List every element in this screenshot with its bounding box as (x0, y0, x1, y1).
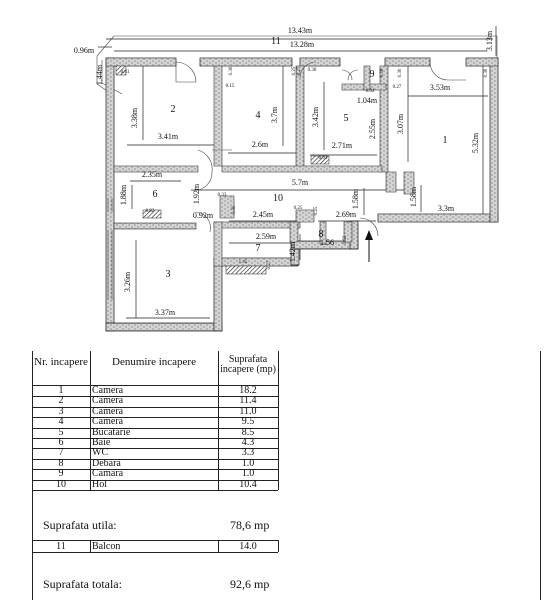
small-dimension-label: 0.63 (343, 235, 348, 245)
room-legend-table (32, 351, 541, 600)
table-cell-room-area: 11.0 (239, 405, 257, 417)
table-cell-room-no: 9 (58, 468, 64, 480)
room-number-label: 10 (273, 193, 283, 204)
small-dimension-label: 0.27 (297, 66, 302, 76)
dimension-label: 2.45m (252, 210, 274, 219)
small-dimension-label: 0.15 (225, 84, 235, 89)
small-dimension-label: 0.30 (232, 205, 237, 215)
dimension-label: 3.37m (154, 308, 176, 317)
dimension-label: 13.43m (287, 26, 313, 35)
dimension-label: 3.26m (123, 271, 132, 293)
header-nr: Nr. incapere (34, 356, 88, 368)
table-cell-room-no: 1 (58, 385, 64, 396)
table-cell-room-name: Bucatarie (92, 426, 131, 438)
dimension-label: 3.53m (429, 83, 451, 92)
entrance-arrow-icon (365, 230, 373, 262)
table-cell-room-area: 8.5 (241, 426, 255, 438)
balcony-area: 14.0 (239, 541, 257, 552)
table-cell-room-name: Camera (92, 395, 124, 407)
table-cell-room-no: 10 (56, 478, 66, 490)
small-dimension-label: 0.33 (217, 193, 227, 198)
small-dimension-label: 0.30 (484, 68, 489, 78)
dimension-label: 3.7m (270, 106, 279, 124)
table-cell-room-area: 4.3 (241, 437, 255, 448)
dimension-label: 2.71m (331, 141, 353, 150)
total-area-label: Suprafata totala: (43, 577, 122, 591)
dimension-label: 1.88m (119, 184, 128, 206)
table-cell-room-area: 11.4 (239, 395, 257, 407)
small-dimension-label: 0.25 (292, 66, 297, 76)
table-cell-room-no: 2 (58, 395, 64, 407)
table-cell-room-name: WC (92, 447, 109, 459)
room-number-label: 7 (255, 243, 261, 254)
useful-area-label: Suprafata utila: (43, 518, 117, 532)
dimension-label: 3.13m (485, 30, 494, 52)
dimension-label: 1.58m (351, 188, 360, 210)
room-number-label: 11 (271, 36, 281, 47)
table-cell-room-name: Debara (92, 457, 121, 469)
small-dimension-label: 0.30 (398, 68, 403, 78)
dimension-label: 3.41m (157, 132, 179, 141)
table-cell-room-no: 6 (58, 437, 64, 448)
header-name: Denumire incapere (112, 356, 196, 368)
small-dimension-label: 0.30 (229, 66, 234, 76)
dimension-label: 5.32m (471, 132, 480, 154)
small-dimension-label: 0.25 (293, 206, 303, 211)
table-cell-room-no: 8 (58, 457, 64, 469)
table-cell-room-name: Camera (92, 416, 124, 428)
dimension-label: 1.42m (288, 241, 297, 263)
dimension-label: 0.92m (192, 211, 214, 220)
table-cell-room-area: 1.0 (241, 457, 255, 469)
small-dimension-label: 0.25 (314, 206, 319, 216)
small-dimension-label: 0.94 (365, 89, 375, 94)
small-dimension-label: 0.27 (267, 260, 272, 270)
small-dimension-label: 0.27 (392, 85, 402, 90)
dimension-label: 1.44m (95, 64, 104, 86)
room-number-label: 2 (170, 104, 176, 115)
table-cell-room-area: 9.5 (241, 416, 255, 428)
small-dimension-label: 0.30 (380, 68, 385, 78)
room-number-label: 4 (255, 110, 261, 121)
dimension-label: 2.6m (251, 140, 269, 149)
balcony-name: Balcon (92, 541, 121, 552)
dimension-label: 13.28m (289, 40, 315, 49)
room-number-label: 6 (152, 189, 158, 200)
header-area: Suprafata incapere (mp) (220, 354, 276, 375)
room-number-label: 8 (318, 229, 324, 240)
table-cell-room-no: 4 (58, 416, 64, 428)
table-row-divider (32, 490, 278, 491)
dimension-label: 3.07m (396, 113, 405, 135)
dimension-label: 2.35m (141, 170, 163, 179)
dimension-label: 1.58m (409, 186, 418, 208)
dimension-label: 0.96m (73, 46, 95, 55)
dimension-label: 3.38m (130, 107, 139, 129)
small-dimension-label: 0.41 (120, 70, 130, 75)
room-number-label: 3 (165, 269, 171, 280)
table-cell-room-no: 7 (58, 447, 64, 459)
table-cell-room-area: 3.3 (241, 447, 255, 459)
dimension-label: 2.59m (255, 232, 277, 241)
table-cell-room-area: 1.0 (241, 468, 255, 480)
table-cell-room-name: Baie (92, 437, 111, 448)
dimension-label: 1.04m (356, 96, 378, 105)
room-number-label: 5 (343, 113, 349, 124)
small-dimension-label: 1.45 (238, 260, 248, 265)
table-cell-room-name: Camera (92, 385, 124, 396)
dimension-label: 5.7m (291, 178, 309, 187)
dimension-label: 2.69m (335, 210, 357, 219)
table-cell-room-area: 10.4 (239, 478, 257, 490)
dimension-label: 2.55m (368, 118, 377, 140)
small-dimension-label: 0.93 (318, 156, 328, 161)
table-cell-room-no: 3 (58, 405, 64, 417)
small-dimension-label: 0.30 (307, 68, 317, 73)
balcony-no: 11 (56, 541, 66, 552)
table-cell-room-name: Camara (92, 468, 124, 480)
dimension-label: 3.3m (437, 204, 455, 213)
dimension-label: 3.42m (311, 106, 320, 128)
room-number-label: 9 (369, 69, 375, 80)
small-dimension-label: 0.92 (145, 209, 155, 214)
dimension-label: 1.56 (320, 238, 334, 247)
dimension-label: 1.92m (192, 183, 201, 205)
table-cell-room-name: Camera (92, 405, 124, 417)
table-cell-room-no: 5 (58, 426, 64, 438)
total-area-value: 92,6 mp (230, 577, 270, 591)
table-cell-room-name: Hol (92, 478, 107, 490)
useful-area-value: 78,6 mp (230, 518, 270, 532)
table-cell-room-area: 18.2 (239, 385, 257, 396)
room-number-label: 1 (442, 135, 448, 146)
